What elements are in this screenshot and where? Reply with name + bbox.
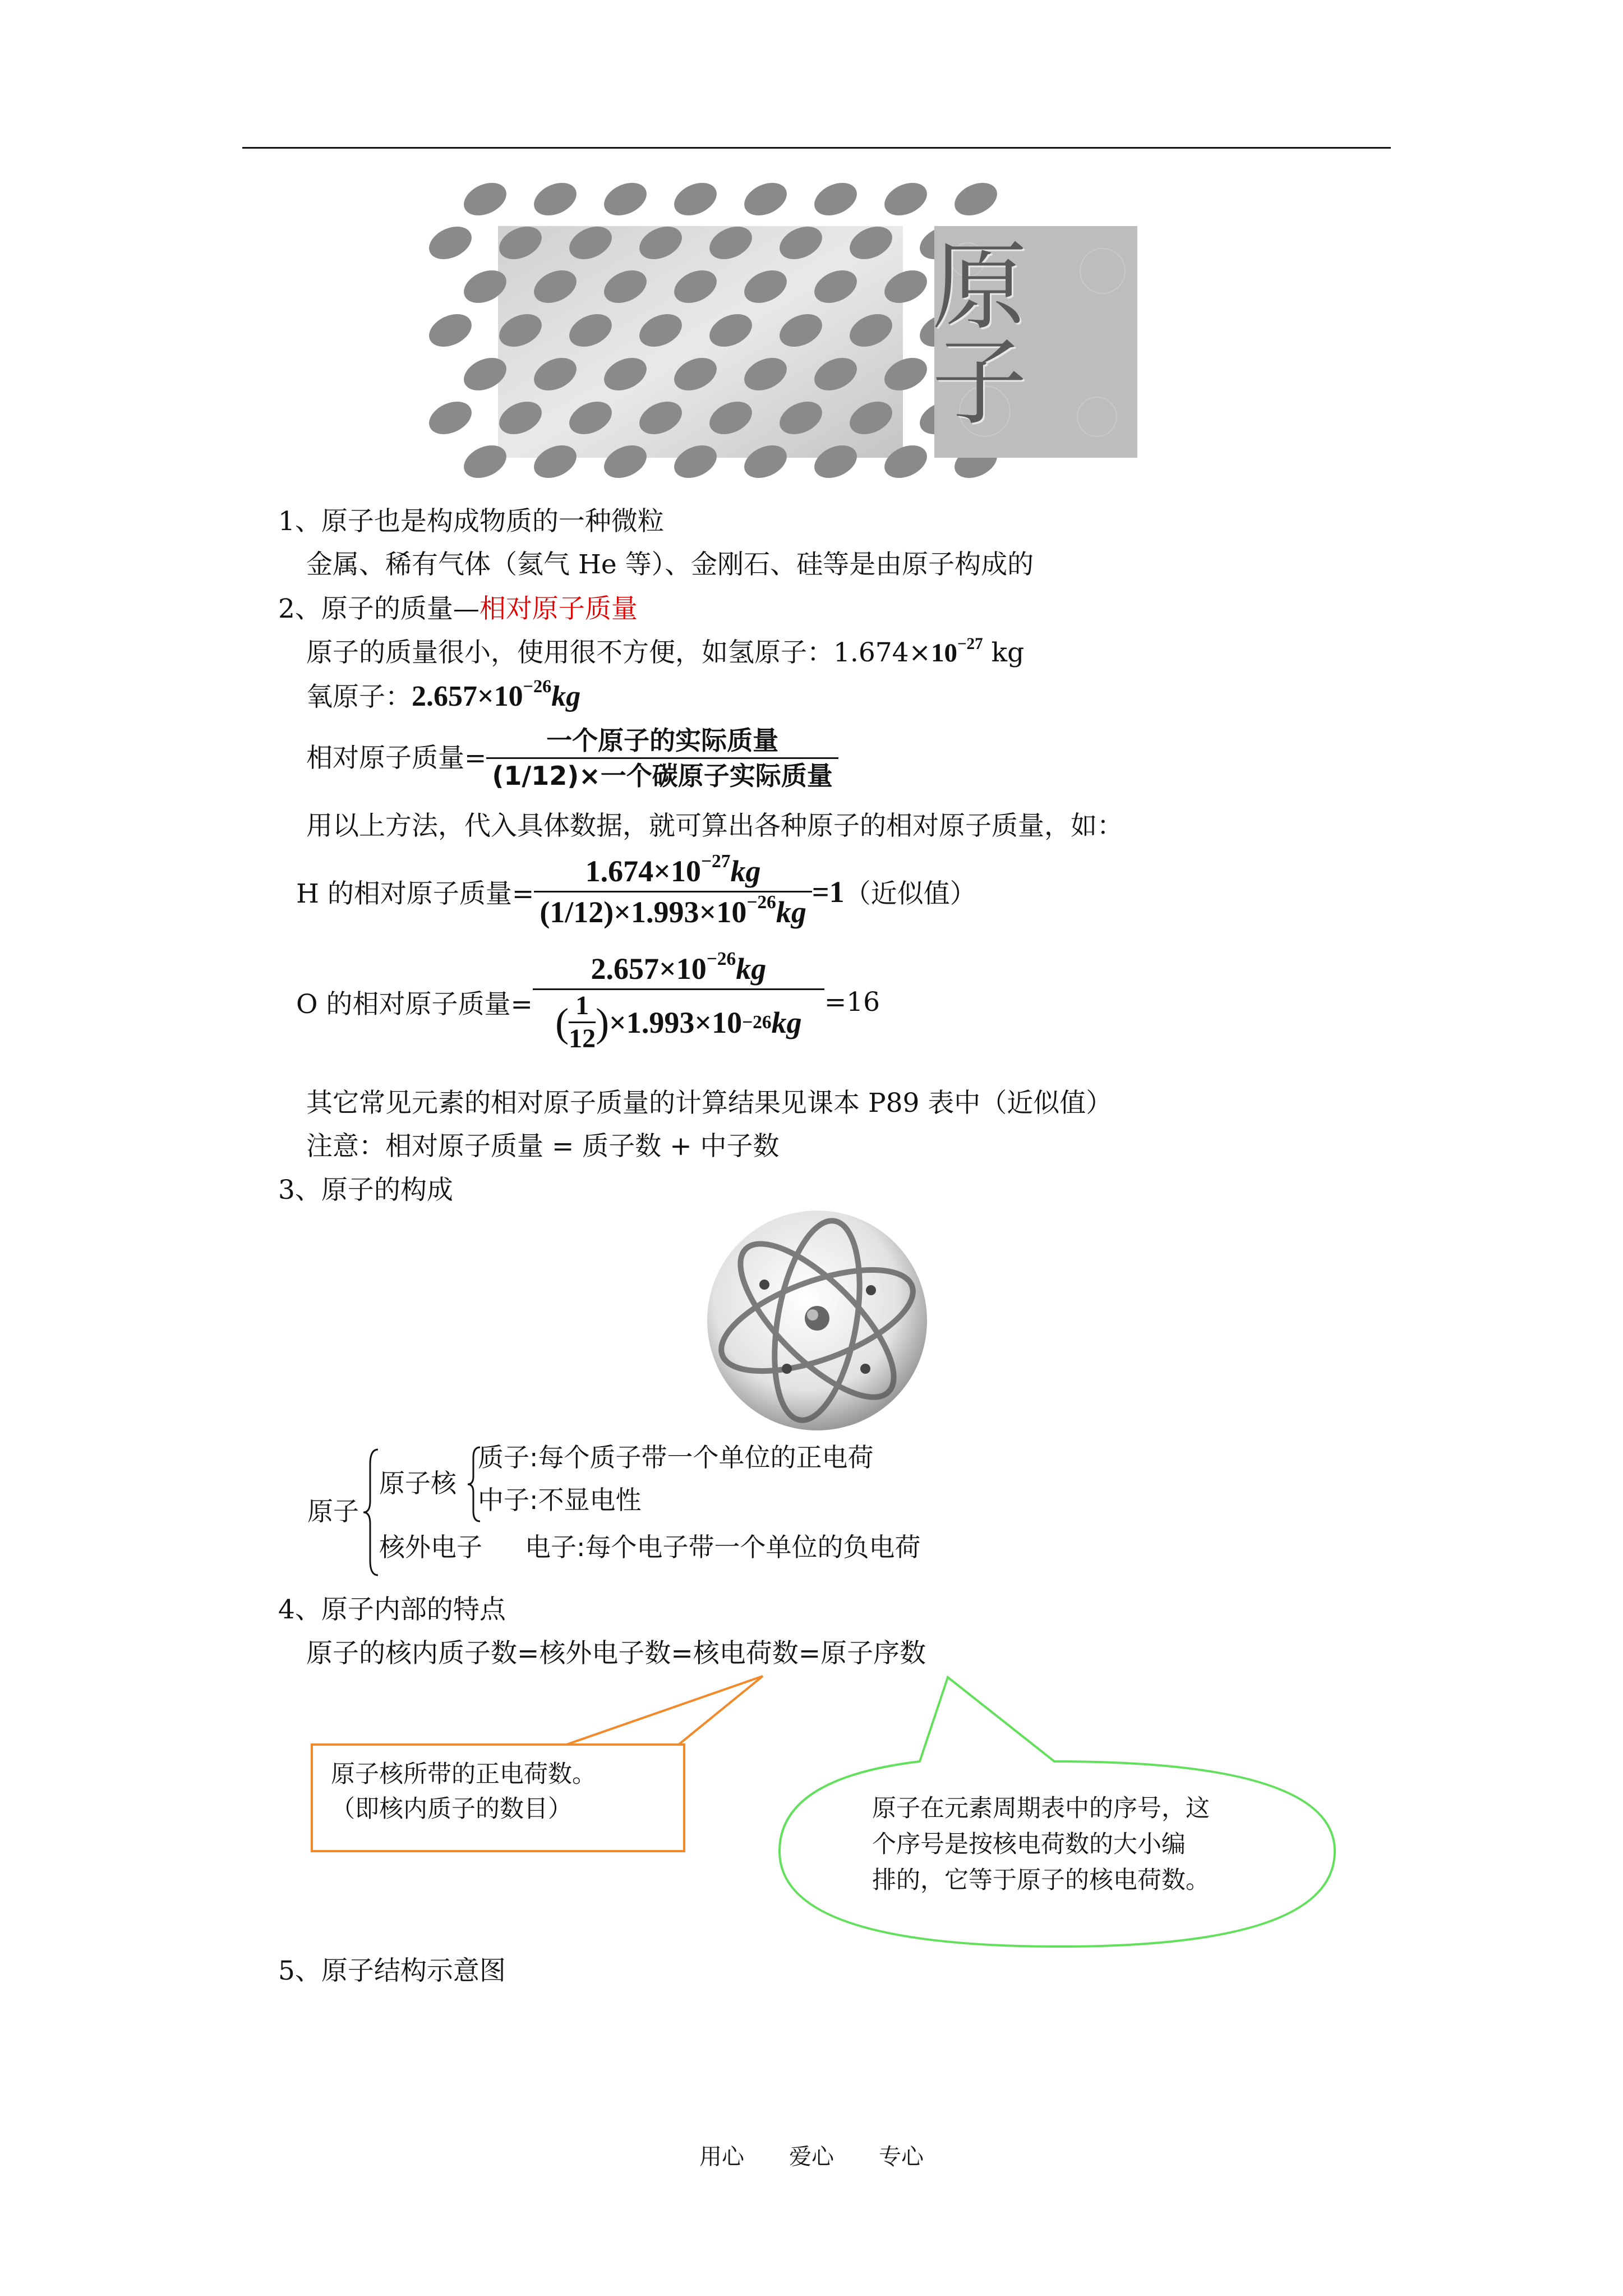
section-1-line: 金属、稀有气体（氦气 He 等）、金刚石、硅等是由原子构成的	[306, 549, 1034, 580]
structure-proton: 质子:每个质子带一个单位的正电荷	[478, 1442, 874, 1473]
structure-nucleus: 原子核	[379, 1468, 457, 1498]
section-3-title: 3、原子的构成	[278, 1175, 453, 1205]
definition-numerator: 一个原子的实际质量	[546, 725, 779, 756]
callout-green-line-2: 个序号是按核电荷数的大小编	[872, 1830, 1186, 1858]
paren-close: )	[596, 1000, 610, 1045]
small-num: 1	[575, 991, 589, 1020]
hydrogen-result: =1	[811, 875, 845, 909]
section-2-prefix: 2、原子的质量—	[278, 593, 479, 624]
den-unit: kg	[776, 895, 806, 929]
section-4-line: 原子的核内质子数=核外电子数=核电荷数=原子序数	[306, 1638, 926, 1669]
callout-orange-line-2: （即核内质子的数目）	[331, 1795, 572, 1823]
num-unit: kg	[730, 854, 761, 888]
definition-denominator: (1/12)×一个碳原子实际质量	[492, 761, 833, 791]
other-elements-line: 其它常见元素的相对原子质量的计算结果见课本 P89 表中（近似值）	[306, 1088, 1113, 1119]
atom-characters-text: 原子	[915, 236, 1026, 427]
den-coef: ×1.993×10	[609, 1005, 743, 1039]
paren-open: (	[555, 1000, 569, 1045]
callout-orange	[331, 1757, 596, 1826]
den-exp: −26	[746, 891, 776, 913]
section-5-title: 5、原子结构示意图	[278, 1955, 506, 1986]
definition-label: 相对原子质量=	[306, 742, 487, 774]
callout-green	[872, 1791, 1210, 1898]
den-unit: kg	[771, 1005, 802, 1039]
structure-atom: 原子	[307, 1496, 359, 1526]
exp: −26	[523, 675, 552, 696]
den-coef: (1/12)×1.993×10	[540, 895, 747, 929]
unit: kg	[551, 680, 581, 712]
pow-base: 10	[930, 638, 957, 668]
num-exp: −26	[706, 948, 736, 969]
num-exp: −27	[700, 850, 731, 872]
section-4-title: 4、原子内部的特点	[278, 1594, 506, 1625]
note-line: 注意：相对原子质量 = 质子数 + 中子数	[306, 1131, 780, 1162]
structure-outer-electron: 核外电子	[379, 1532, 482, 1562]
small-den: 12	[569, 1024, 596, 1053]
callout-orange-line-1: 原子核所带的正电荷数。	[331, 1760, 596, 1788]
hydrogen-note: （近似值）	[844, 878, 976, 909]
structure-electron: 电子:每个电子带一个单位的负电荷	[525, 1532, 921, 1562]
pow-exp: −27	[957, 635, 983, 654]
oxygen-formula-label: O 的相对原子质量=	[296, 988, 533, 1020]
section-2-red: 相对原子质量	[479, 593, 638, 624]
callout-green-line-3: 排的，它等于原子的核电荷数。	[872, 1866, 1210, 1894]
structure-neutron: 中子:不显电性	[478, 1485, 642, 1515]
num-coef: 1.674×10	[585, 854, 701, 888]
page-footer: 用心 爱心 专心	[699, 2144, 924, 2170]
callout-green-line-1: 原子在元素周期表中的序号，这	[872, 1795, 1210, 1823]
num-unit: kg	[736, 952, 767, 986]
oxygen-label: 氧原子：	[306, 682, 412, 712]
oxygen-result: =16	[824, 986, 880, 1018]
oxygen-denominator: ( $\frac{1}{12}$ ) ×1.993×10 −26 kg	[555, 991, 802, 1053]
hydrogen-mass-text: 原子的质量很小，使用很不方便，如氢原子：1.674×	[306, 637, 931, 668]
coef: 2.657×10	[412, 680, 523, 712]
unit: kg	[991, 637, 1025, 668]
method-line: 用以上方法，代入具体数据，就可算出各种原子的相对原子质量，如：	[306, 811, 1123, 841]
section-1-title: 1、原子也是构成物质的一种微粒	[278, 506, 664, 537]
hydrogen-label: H 的相对原子质量=	[296, 878, 534, 909]
num-coef: 2.657×10	[591, 952, 707, 986]
